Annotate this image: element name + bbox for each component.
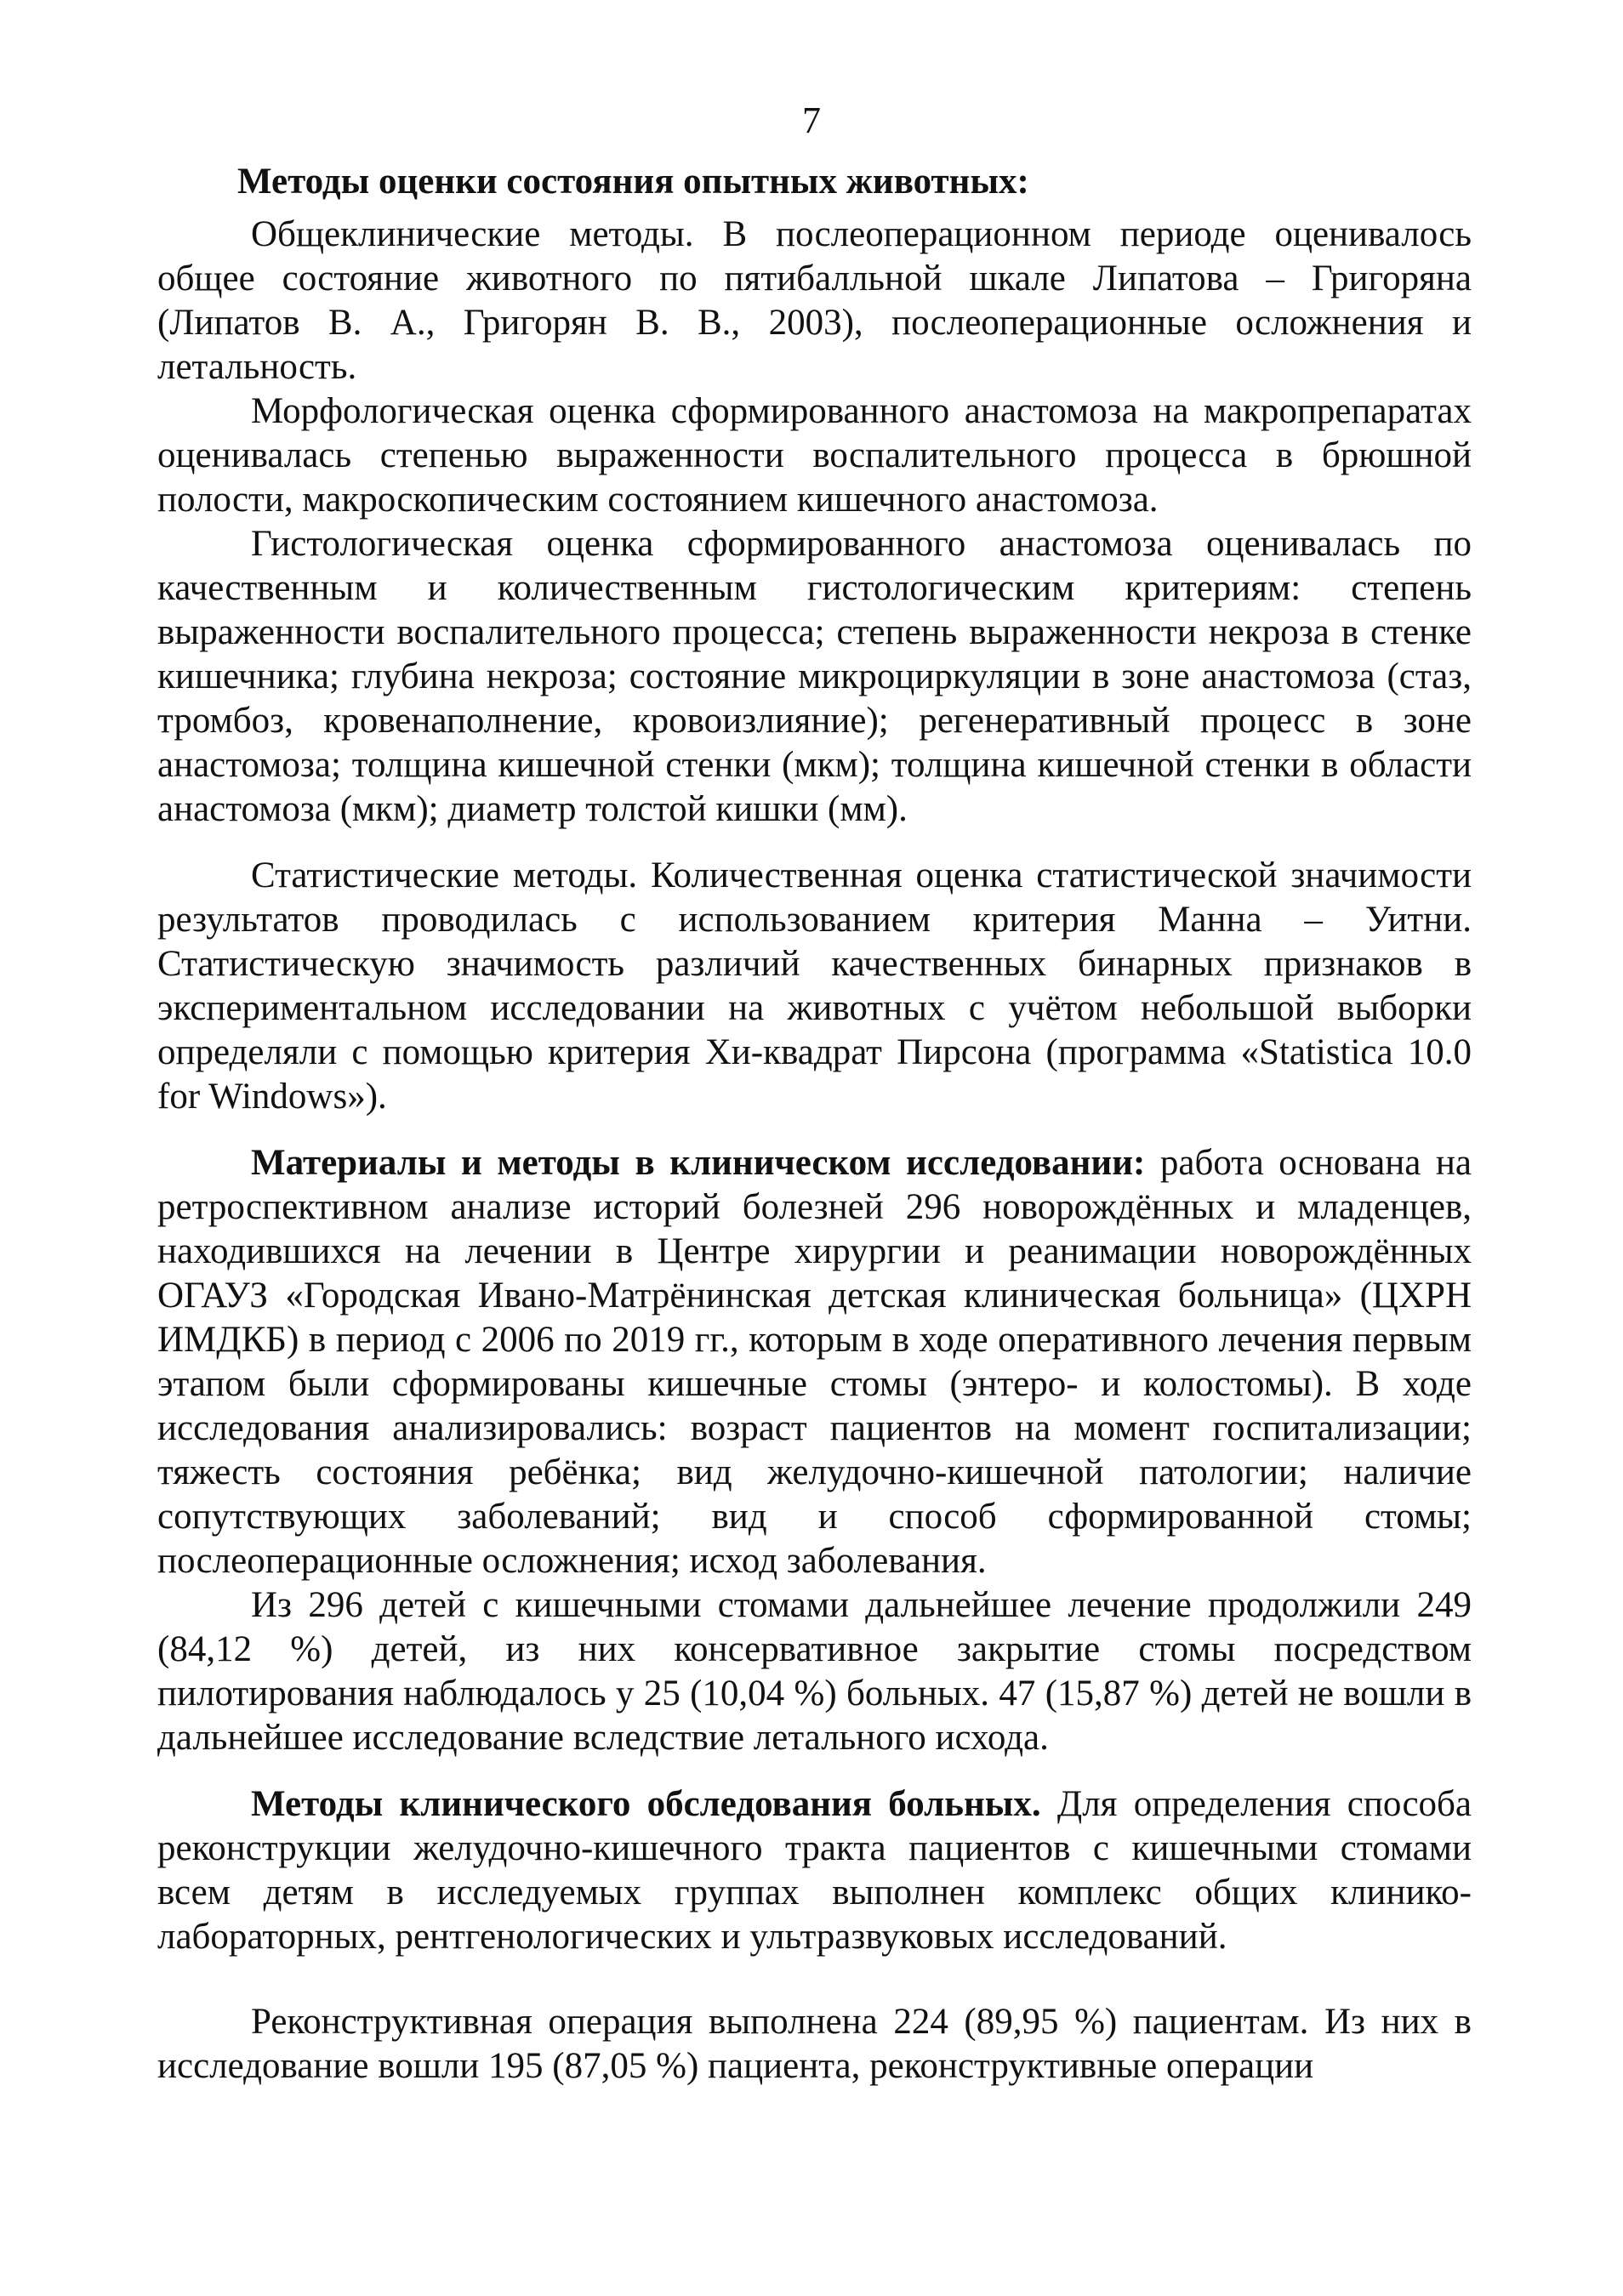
paragraph-general-methods: Общеклинические методы. В послеоперационном периоде оценивалось общее состояние животного по пятибалльной шкале Липатова – Григоряна (Липатов В. А., Григорян В. В., 2003), послеоперационные осложнения и летальность. — [157, 214, 1472, 387]
page-number: 7 — [802, 99, 821, 141]
clinical-text: Для определения способа реконструкции желудочно-кишечного тракта пациентов с кишечными стомами всем детям в исследуемых группах выполнен комплекс общих клинико-лабораторных, рентгенологических и ультразвуковых исследований. — [157, 1784, 1472, 1957]
paragraph-clinical-exam — [157, 1782, 1472, 1959]
paragraph-histological: Гистологическая оценка сформированного анастомоза оценивалась по качественным и количественным гистологическим критериям: степень выраженности воспалительного процесса; степень выраженности некроза в стенке кишечника; глубина некроза; состояние микроциркуляции в зоне анастомоза (стаз, тромбоз, кровенаполнение, кровоизлияние); регенеративный процесс в зоне анастомоза; толщина кишечной стенки (мкм); толщина кишечной стенки в области анастомоза (мкм); диаметр толстой кишки (мм). — [157, 524, 1472, 829]
paragraph-reconstruction: Реконструктивная операция выполнена 224 (89,95 %) пациентам. Из них в исследование вошли 195 (87,05 %) пациента, реконструктивные операции — [157, 2002, 1472, 2086]
section-heading: Методы оценки состояния опытных животных: — [237, 162, 1029, 202]
paragraph-materials — [157, 1141, 1472, 1583]
paragraph-statistics: Статистические методы. Количественная оценка статистической значимости результатов проводилась с использованием критерия Манна – Уитни. Статистическую значимость различий качественных бинарных признаков в экспериментальном исследовании на животных с учётом небольшой выборки определяли с помощью критерия Хи-квадрат Пирсона (программа «Statistica 10.0 for Windows»). — [157, 855, 1472, 1117]
materials-bold-lead: Материалы и методы в клиническом исследовании: — [251, 1143, 1146, 1183]
paragraph-patient-counts: Из 296 детей с кишечными стомами дальнейшее лечение продолжили 249 (84,12 %) детей, из них консервативное закрытие стомы посредством пилотирования наблюдалось у 25 (10,04 %) больных. 47 (15,87 %) детей не вошли в дальнейшее исследование вследствие летального исхода. — [157, 1585, 1472, 1758]
page-content — [157, 160, 1472, 2089]
clinical-bold-lead: Методы клинического обследования больных. — [251, 1784, 1041, 1824]
paragraph-morphological: Морфологическая оценка сформированного анастомоза на макропрепаратах оценивалась степенью выраженности воспалительного процесса в брюшной полости, макроскопическим состоянием кишечного анастомоза. — [157, 391, 1472, 520]
materials-text: работа основана на ретроспективном анализе историй болезней 296 новорождённых и младенцев, находившихся на лечении в Центре хирургии и реанимации новорождённых ОГАУЗ «Городская Ивано-Матрёнинская детская клиническая больница» (ЦХРН ИМДКБ) в период с 2006 по 2019 гг., которым в ходе оперативного лечения первым этапом были сформированы кишечные стомы (энтеро- и колостомы). В ходе исследования анализировались: возраст пациентов на момент госпитализации; тяжесть состояния ребёнка; вид желудочно-кишечной патологии; наличие сопутствующих заболеваний; вид и способ сформированной стомы; послеоперационные осложнения; исход заболевания. — [157, 1143, 1472, 1581]
